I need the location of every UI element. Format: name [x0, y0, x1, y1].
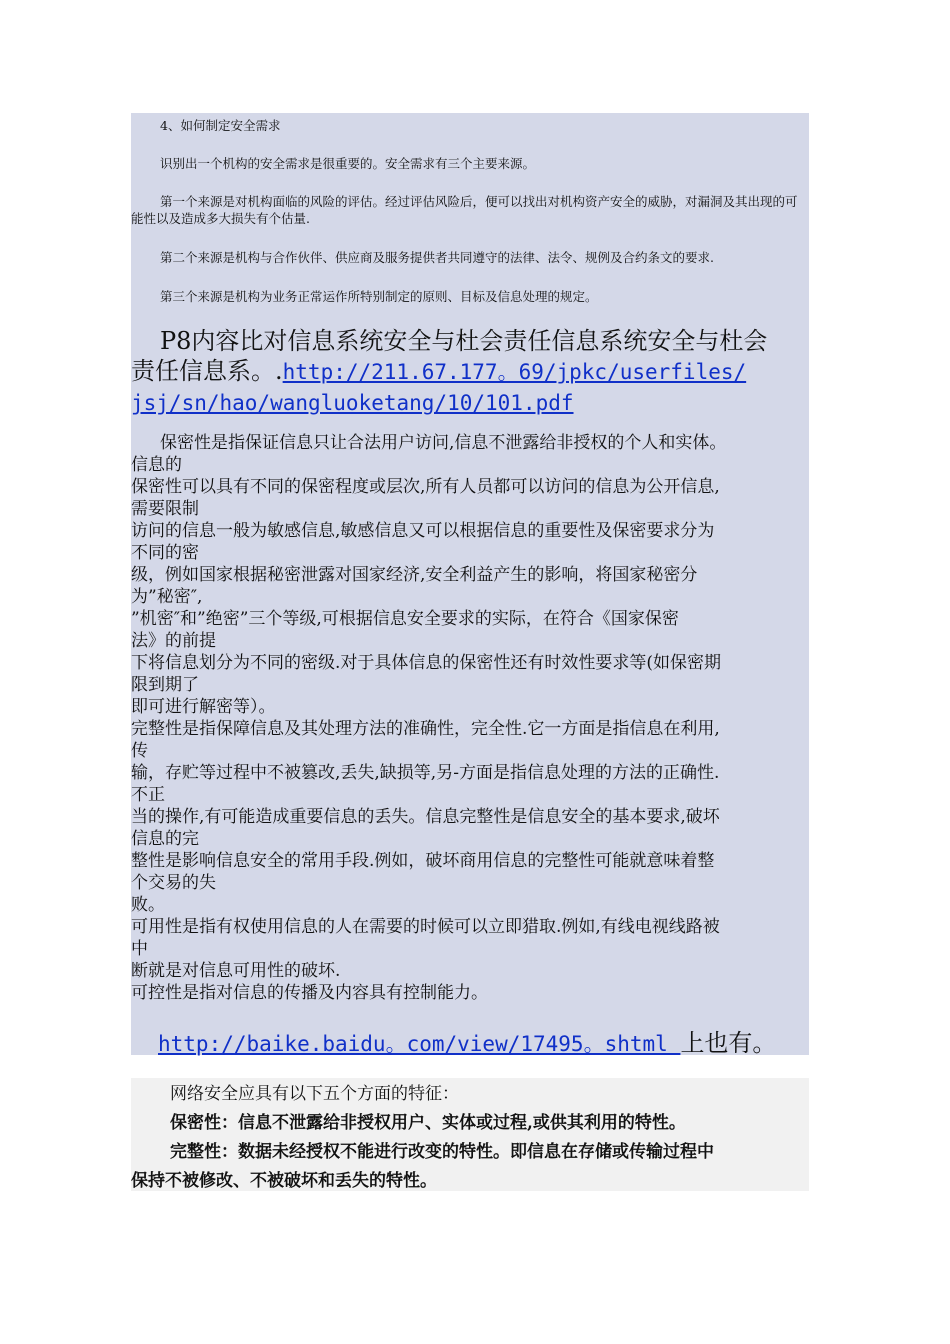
baike-suffix: 上也有。 [680, 1029, 777, 1057]
feature2-label: 完整性： [170, 1142, 238, 1162]
source1-paragraph: 第一个来源是对机构面临的风险的评估。经过评估风险后，便可以找出对机构资产安全的威胁，对漏洞及其出现的可能性以及造成多大损失有个估量. [131, 194, 798, 226]
pdf-link-part2[interactable]: jsj/sn/hao/wangluoketang/10/101.pdf [131, 391, 574, 415]
feature2-text-line1: 数据未经授权不能进行改变的特性。即信息在存储或传输过程中 [238, 1142, 714, 1162]
baike-reference [158, 1027, 776, 1060]
feature1-text: 信息不泄露给非授权用户、实体或过程,或供其利用的特性。 [238, 1113, 686, 1133]
feature-confidentiality [170, 1109, 800, 1138]
source3-paragraph: 第三个来源是机构为业务正常运作所特别制定的原则、目标及信息处理的规定。 [160, 289, 598, 304]
body-text: 保密性是指保证信息只让合法用户访问,信息不泄露给非授权的个人和实体。 信息的 保密性可以具有不同的保密程度或层次,所有人员都可以访问的信息为公开信息, 需要限制 访问的信息一般为敏感信息,敏感信息又可以根据信息的重要性及保密要求分为 不同的密 级，例如国家根据秘密泄露对国家经济,安全利益产生的影响，将国家秘密分 为”秘密″, ”机密″和”绝密”三个等级,可根据信息安全要求的实际，在符合《国家保密 法》的前提 下将信息划分为不同的密级.对于具体信息的保密性还有时效性要求等(如保密期 限到期了 即可进行解密等）。 完整性是指保障信息及其处理方法的准确性，完全性.它一方面是指信息在利用, 传 输，存贮等过程中不被篡改,丢失,缺损等,另-方面是指信息处理的方法的正确性. 不正 当的操作,有可能造成重要信息的丢失。信息完整性是信息安全的基本要求,破坏 信息的完 整性是影响信息安全的常用手段.例如，破坏商用信息的完整性可能就意味着整 个交易的失 败。 可用性是指有权使用信息的人在需要的时候可以立即猎取.例如,有线电视线路被 中 断就是对信息可用性的破坏. 可控性是指对信息的传播及内容具有控制能力。 [131, 433, 727, 1003]
heading-line1: P8内容比对信息系统安全与杜会责任信息系统安全与杜会 [160, 327, 768, 355]
feature-integrity-line2: 保持不被修改、不被破坏和丢失的特性。 [131, 1171, 437, 1191]
heading-line3 [131, 387, 809, 418]
intro-paragraph: 识别出一个机构的安全需求是很重要的。安全需求有三个主要来源。 [160, 156, 536, 171]
pdf-link-part1[interactable]: http://211.67.177。69/jpkc/userfiles/ [282, 360, 747, 384]
document-heading [131, 326, 809, 418]
heading-line2-text: 责任信息系。. [131, 357, 283, 385]
source2-paragraph: 第二个来源是机构与合作伙伴、供应商及服务提供者共同遵守的法律、法令、规例及合约条文的要求. [160, 250, 714, 265]
features-intro: 网络安全应具有以下五个方面的特征： [170, 1084, 459, 1104]
heading-line2 [131, 356, 809, 387]
baike-link[interactable]: http://baike.baidu。com/view/17495。shtml [158, 1032, 681, 1056]
feature1-label: 保密性： [170, 1113, 238, 1133]
feature-integrity-line1 [170, 1138, 810, 1167]
section-title: 4、如何制定安全需求 [160, 118, 281, 133]
